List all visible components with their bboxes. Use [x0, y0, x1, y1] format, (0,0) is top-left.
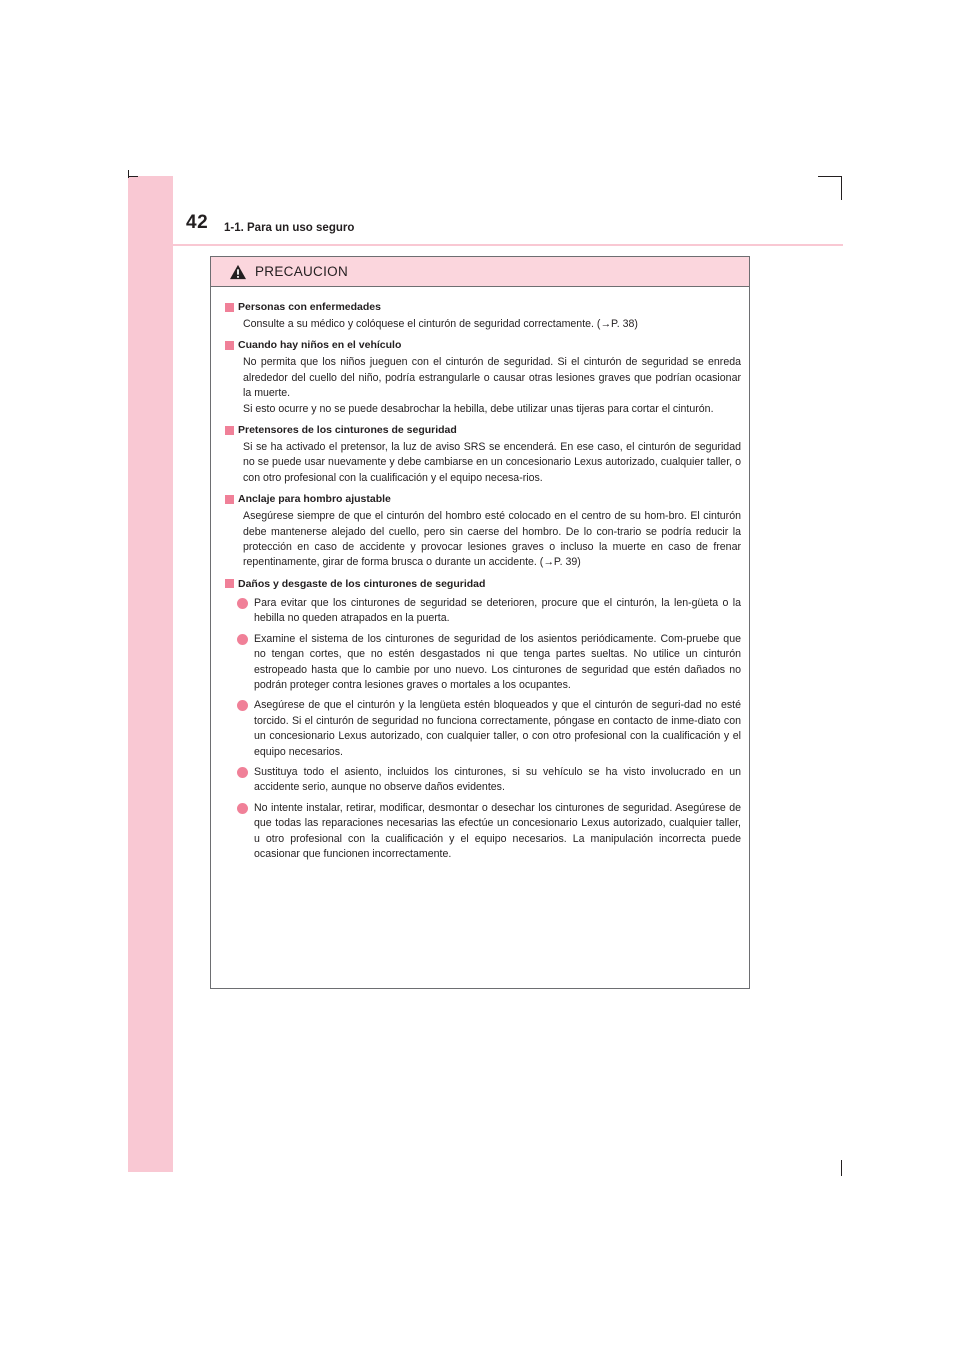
caution-item-heading [225, 492, 741, 506]
bullet-text: Sustituya todo el asiento, incluidos los cinturones, si su vehículo se ha visto involucrado en un accidente serio, aunque no observe daños evidentes. [254, 765, 741, 794]
round-bullet-icon [237, 700, 248, 711]
heading-text: Daños y desgaste de los cinturones de seguridad [238, 577, 486, 590]
bullet-text: No intente instalar, retirar, modificar, desmontar o desechar los cinturones de seguridad. Asegúrese de que todas las reparaciones necesarias las efectúe un concesionario Lexus autorizado, cualquier taller, u otro profesional con la cualificación y el equipo necesarios. La manipulación incorrecta puede ocasionar que funcionen incorrectamente. [254, 801, 741, 860]
caution-item-heading [225, 577, 741, 591]
list-item [237, 801, 741, 863]
list-item [237, 632, 741, 694]
caution-paragraph: No permita que los niños jueguen con el cinturón de seguridad. Si el cinturón de seguridad se enreda alrededor del cuello del niño, podría estrangularle o causar otras lesiones graves que podrían ocasionar la muerte. [243, 356, 741, 400]
heading-text: Personas con enfermedades [238, 301, 381, 313]
round-bullet-icon [237, 767, 248, 778]
caution-paragraph: Si se ha activado el pretensor, la luz de aviso SRS se encenderá. En ese caso, el cinturón de seguridad no se puede usar nuevamente y debe cambiarse en un concesionario Lexus autorizado, cualquier taller, o con otro profesional con la cualificación y el equipo necesa-rios. [243, 441, 741, 484]
caution-item-heading [225, 300, 741, 314]
caution-body [211, 287, 749, 862]
caution-title: PRECAUCION [255, 264, 349, 279]
caution-paragraph: Asegúrese siempre de que el cinturón del hombro esté colocado en el centro de su hom-bro. El cinturón debe mantenerse alejado del cuello, pero sin caerse del hombro. De lo con-trario se podría reducir la protección en caso de accidente y provocar lesiones graves o incluso la muerte en caso de frenar repentinamente, girar de forma brusca o durante un accidente. (→P. 39) [243, 510, 741, 569]
list-item [237, 596, 741, 627]
bullet-text: Examine el sistema de los cinturones de seguridad de los asientos periódicamente. Com-pruebe que no tengan cortes, que no estén desgastados ni que tenga partes sueltas. No utilice un cinturón estropeado hasta que lo cambie por uno nuevo. Los cinturones de seguridad que estén dañados no podrán proteger contra lesiones graves o mortales a los ocupantes. [254, 632, 741, 691]
heading-text: Cuando hay niños en el vehículo [238, 339, 402, 352]
round-bullet-icon [237, 634, 248, 645]
heading-text: Pretensores de los cinturones de seguridad [238, 424, 457, 437]
list-item [237, 765, 741, 796]
page-number: 42 [186, 212, 209, 233]
square-bullet-icon [225, 341, 234, 350]
round-bullet-icon [237, 803, 248, 814]
heading-text: Anclaje para hombro ajustable [238, 493, 391, 506]
warning-triangle-icon [229, 264, 247, 280]
crop-mark [841, 1160, 842, 1176]
crop-mark [818, 176, 842, 177]
side-color-band [128, 176, 173, 1172]
bullet-text: Asegúrese de que el cinturón y la lengüeta estén bloqueados y que el cinturón de seguri-dad no esté torcido. Si el cinturón de seguridad no funciona correctamente, póngase en contacto de inme-diato con un concesionario Lexus autorizado, con cualquier taller, o con otro profesional con la cualificación y el equipo necesarios. [254, 699, 741, 758]
list-item [237, 698, 741, 760]
caution-paragraph: Si esto ocurre y no se puede desabrochar la hebilla, debe utilizar unas tijeras para cortar el cinturón. [243, 402, 714, 415]
bullet-text: Para evitar que los cinturones de seguridad se deterioren, procure que el cinturón, la len-güeta o la hebilla no queden atrapados en la puerta. [254, 596, 741, 625]
round-bullet-icon [237, 598, 248, 609]
square-bullet-icon [225, 426, 234, 435]
crop-mark [841, 176, 842, 200]
square-bullet-icon [225, 495, 234, 504]
caution-item-heading [225, 423, 741, 437]
caution-header [211, 257, 749, 287]
caution-box [210, 256, 750, 989]
crop-mark [128, 176, 138, 177]
square-bullet-icon [225, 303, 234, 312]
section-title: 1-1. Para un uso seguro [224, 222, 355, 234]
header-rule [173, 244, 843, 246]
caution-item-heading [225, 338, 741, 352]
square-bullet-icon [225, 579, 234, 588]
caution-paragraph: Consulte a su médico y colóquese el cinturón de seguridad correctamente. (→P. 38) [243, 318, 638, 330]
